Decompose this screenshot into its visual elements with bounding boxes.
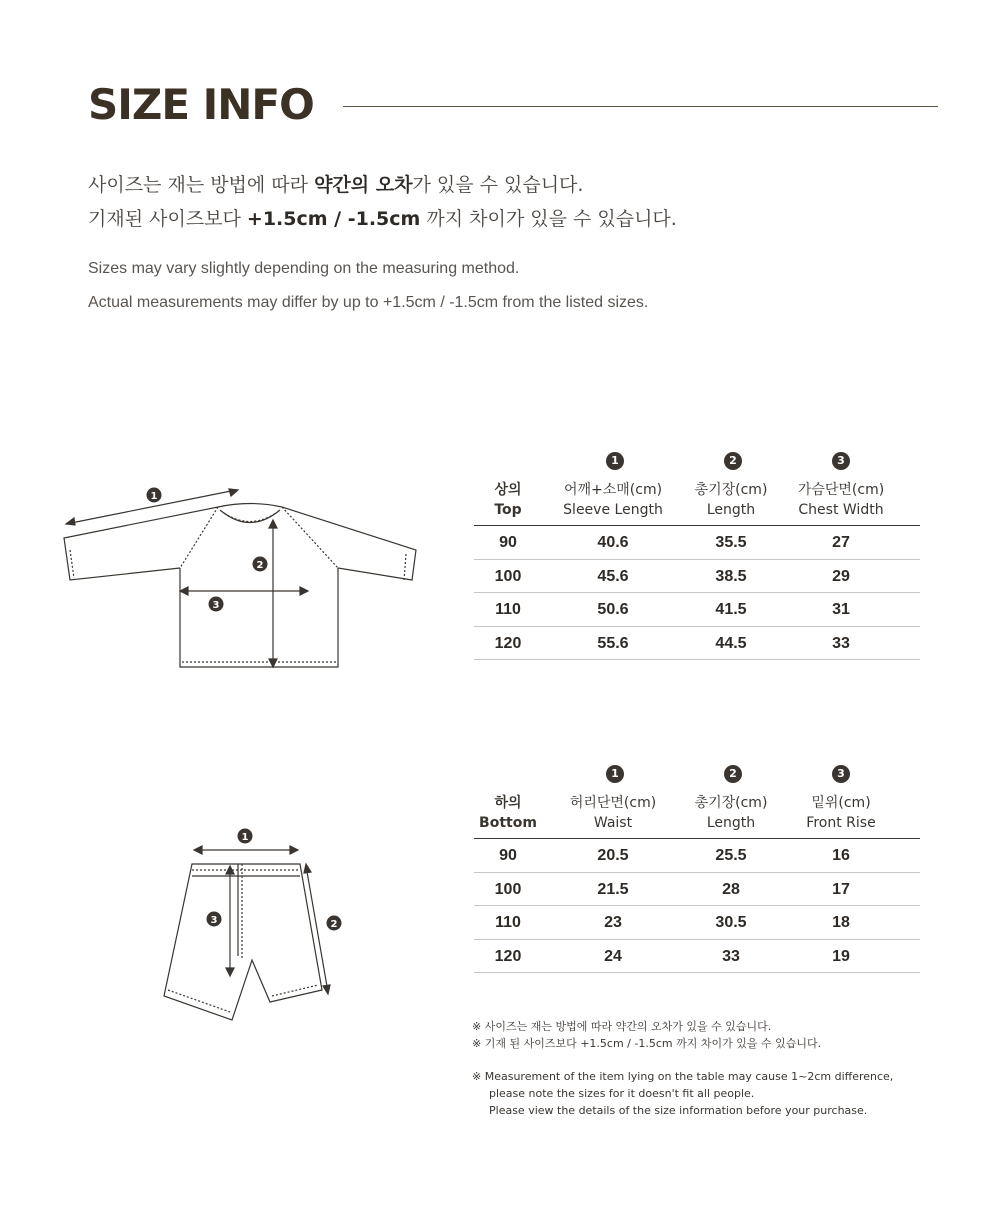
size-cell: 120 bbox=[494, 634, 522, 652]
table-row bbox=[474, 526, 920, 560]
size-cell: 90 bbox=[499, 534, 517, 551]
value-cell: 41.5 bbox=[715, 601, 747, 618]
svg-text:2: 2 bbox=[256, 560, 264, 571]
header-cell: 허리단면(cm) Waist bbox=[569, 795, 657, 831]
header-cell: 밑위(cm) Front Rise bbox=[806, 795, 876, 831]
value-cell: 44.5 bbox=[715, 634, 747, 652]
size-cell: 100 bbox=[494, 567, 522, 585]
svg-text:1: 1 bbox=[241, 832, 249, 843]
value-cell: 19 bbox=[832, 947, 850, 965]
header-cell: 총기장(cm) Length bbox=[694, 795, 768, 831]
table-row bbox=[474, 906, 920, 940]
english-note-line-1: Sizes may vary slightly depending on the measuring method. bbox=[88, 260, 520, 277]
value-cell: 23 bbox=[604, 914, 622, 931]
value-cell: 27 bbox=[832, 534, 850, 551]
page-title: SIZE INFO bbox=[88, 80, 314, 129]
korean-note-text: 기재된 사이즈보다 bbox=[88, 208, 247, 230]
marker-3: 3 bbox=[832, 765, 850, 783]
footnote-en-1: ※ Measurement of the item lying on the table may cause 1~2cm difference, bbox=[472, 1070, 894, 1083]
value-cell: 35.5 bbox=[715, 534, 747, 551]
value-cell: 45.6 bbox=[597, 567, 629, 585]
english-notes bbox=[88, 252, 968, 320]
table-header bbox=[474, 476, 920, 526]
size-cell: 110 bbox=[495, 914, 521, 931]
value-cell: 18 bbox=[832, 914, 850, 931]
table-row bbox=[474, 593, 920, 627]
title-row bbox=[88, 80, 938, 140]
korean-note-emphasis: 약간의 오차 bbox=[314, 174, 413, 196]
korean-note-emphasis: +1.5cm / -1.5cm bbox=[246, 208, 421, 230]
svg-text:1: 1 bbox=[150, 491, 158, 502]
table-row bbox=[474, 627, 920, 661]
marker-1 bbox=[238, 829, 253, 844]
marker-1 bbox=[147, 488, 162, 503]
value-cell: 50.6 bbox=[597, 601, 629, 618]
bottom-garment-illustration bbox=[160, 826, 350, 1026]
marker-2 bbox=[327, 916, 342, 931]
value-cell: 30.5 bbox=[715, 914, 747, 931]
table-row bbox=[474, 839, 920, 873]
english-note-line-2: Actual measurements may differ by up to +1.5cm / -1.5cm from the listed sizes. bbox=[88, 294, 649, 311]
footnote-en-2: please note the sizes for it doesn't fit all people. bbox=[489, 1087, 755, 1100]
top-size-table bbox=[474, 452, 920, 660]
value-cell: 33 bbox=[722, 947, 740, 965]
korean-note-text: 사이즈는 재는 방법에 따라 bbox=[88, 174, 315, 196]
footnote-en-3: Please view the details of the size information before your purchase. bbox=[489, 1104, 868, 1117]
korean-note-line-1 bbox=[88, 168, 968, 202]
svg-text:3: 3 bbox=[210, 915, 218, 926]
svg-text:2: 2 bbox=[330, 919, 338, 930]
korean-note-line-2 bbox=[88, 202, 968, 236]
value-cell: 25.5 bbox=[715, 847, 747, 864]
value-cell: 40.6 bbox=[597, 534, 629, 551]
marker-1: 1 bbox=[606, 452, 624, 470]
korean-note-text: 까지 차이가 있을 수 있습니다. bbox=[420, 208, 677, 230]
header-cell: 총기장(cm) Length bbox=[694, 482, 768, 518]
footnote-kr-1: ※ 사이즈는 재는 방법에 따라 약간의 오차가 있을 수 있습니다. bbox=[472, 1020, 772, 1033]
top-garment-illustration bbox=[60, 480, 430, 675]
marker-2 bbox=[253, 557, 268, 572]
value-cell: 20.5 bbox=[597, 847, 629, 864]
shorts-diagram-icon bbox=[160, 826, 350, 1026]
value-cell: 24 bbox=[604, 947, 622, 965]
value-cell: 31 bbox=[832, 601, 850, 618]
marker-1: 1 bbox=[606, 765, 624, 783]
size-cell: 90 bbox=[499, 847, 517, 864]
column-markers bbox=[474, 452, 920, 472]
value-cell: 21.5 bbox=[597, 880, 629, 898]
marker-2: 2 bbox=[724, 452, 742, 470]
shirt-diagram-icon bbox=[60, 480, 430, 675]
title-divider bbox=[343, 106, 938, 107]
marker-3: 3 bbox=[832, 452, 850, 470]
value-cell: 38.5 bbox=[715, 567, 747, 585]
table-row bbox=[474, 873, 920, 907]
svg-text:3: 3 bbox=[212, 600, 220, 611]
column-markers bbox=[474, 765, 920, 785]
table-row bbox=[474, 560, 920, 594]
value-cell: 17 bbox=[832, 880, 850, 898]
marker-2: 2 bbox=[724, 765, 742, 783]
size-cell: 100 bbox=[494, 880, 522, 898]
korean-note-text: 가 있을 수 있습니다. bbox=[412, 174, 584, 196]
value-cell: 16 bbox=[832, 847, 850, 864]
table-header bbox=[474, 789, 920, 839]
footnotes bbox=[472, 1018, 972, 1119]
header-cell: 어깨+소매(cm) Sleeve Length bbox=[563, 482, 663, 518]
footnote-spacer bbox=[472, 1052, 972, 1068]
value-cell: 29 bbox=[832, 567, 850, 585]
footnote-kr-2: ※ 기재 된 사이즈보다 +1.5cm / -1.5cm 까지 차이가 있을 수 있습니다. bbox=[472, 1037, 822, 1050]
korean-notes bbox=[88, 168, 968, 236]
table-row bbox=[474, 940, 920, 974]
size-cell: 120 bbox=[494, 947, 522, 965]
marker-3 bbox=[207, 912, 222, 927]
value-cell: 28 bbox=[722, 880, 740, 898]
value-cell: 33 bbox=[832, 634, 850, 652]
size-cell: 110 bbox=[495, 601, 521, 618]
bottom-size-table bbox=[474, 765, 920, 973]
header-cell: 하의 Bottom bbox=[479, 795, 537, 831]
header-cell: 상의 Top bbox=[494, 482, 522, 518]
header-cell: 가슴단면(cm) Chest Width bbox=[797, 482, 885, 518]
marker-3 bbox=[209, 597, 224, 612]
value-cell: 55.6 bbox=[597, 634, 629, 652]
